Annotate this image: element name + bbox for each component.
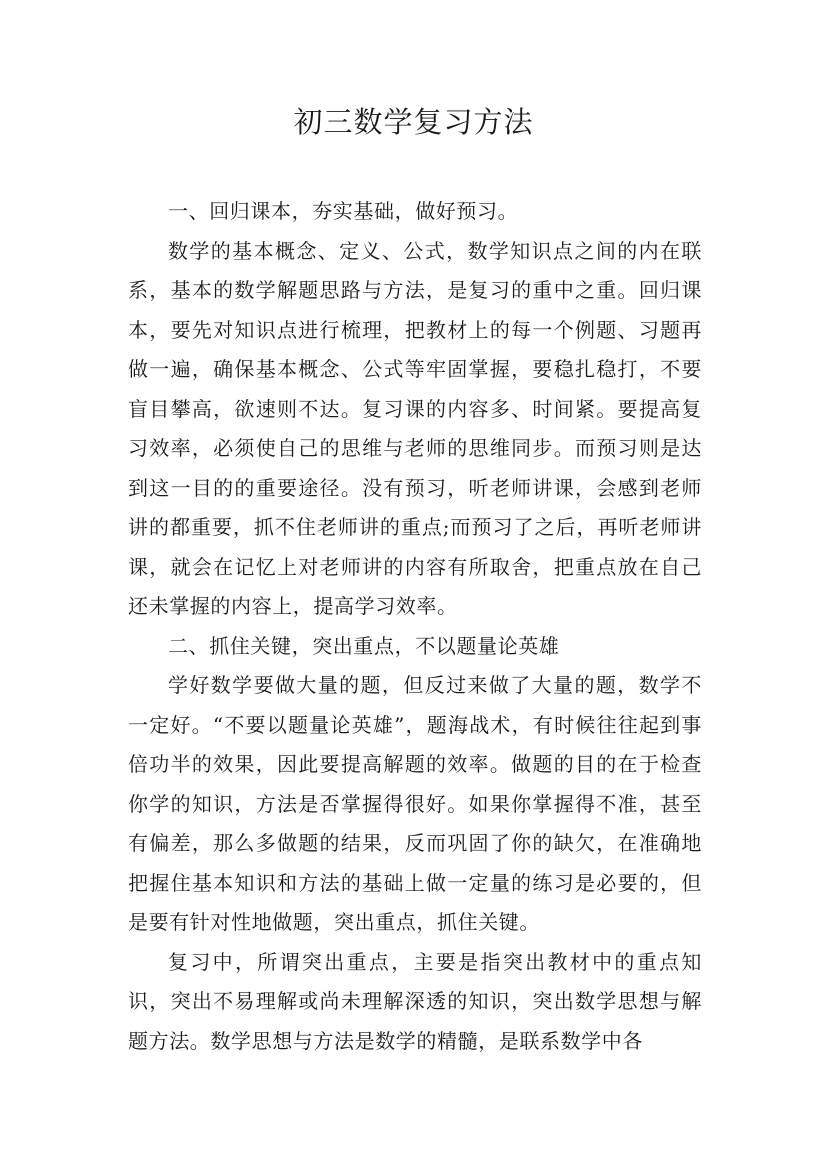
heading-section-1: 一、回归课本，夯实基础，做好预习。	[168, 199, 519, 223]
document-body	[128, 192, 702, 1061]
document-title: 初三数学复习方法	[293, 105, 534, 139]
heading-section-2: 二、抓住关键，突出重点，不以题量论英雄	[168, 633, 560, 658]
paragraph-1: 数学的基本概念、定义、公式，数学知识点之间的内在联系，基本的数学解题思路与方法，是复习的重中之重。回归课本，要先对知识点进行梳理，把教材上的每一个例题、习题再做一遍，确保基本概念、公式等牢固掌握，要稳扎稳打，不要盲目攀高，欲速则不达。复习课的内容多、时间紧。要提高复习效率，必须使自己的思维与老师的思维同步。而预习则是达到这一目的的重要途径。没有预习，听老师讲课，会感到老师讲的都重要，抓不住老师讲的重点;而预习了之后，再听老师讲课，就会在记忆上对老师讲的内容有所取舍，把重点放在自己还未掌握的内容上，提高学习效率。	[128, 238, 702, 618]
paragraph-3: 复习中，所谓突出重点，主要是指突出教材中的重点知识，突出不易理解或尚未理解深透的知识，突出数学思想与解题方法。数学思想与方法是数学的精髓，是联系数学中各	[128, 949, 702, 1053]
paragraph-2: 学好数学要做大量的题，但反过来做了大量的题，数学不一定好。“不要以题量论英雄”，题海战术，有时候往往起到事倍功半的效果，因此要提高解题的效率。做题的目的在于检查你学的知识，方法是否掌握得很好。如果你掌握得不准，甚至有偏差，那么多做题的结果，反而巩固了你的缺欠，在准确地把握住基本知识和方法的基础上做一定量的练习是必要的，但是要有针对性地做题，突出重点，抓住关键。	[128, 673, 702, 934]
